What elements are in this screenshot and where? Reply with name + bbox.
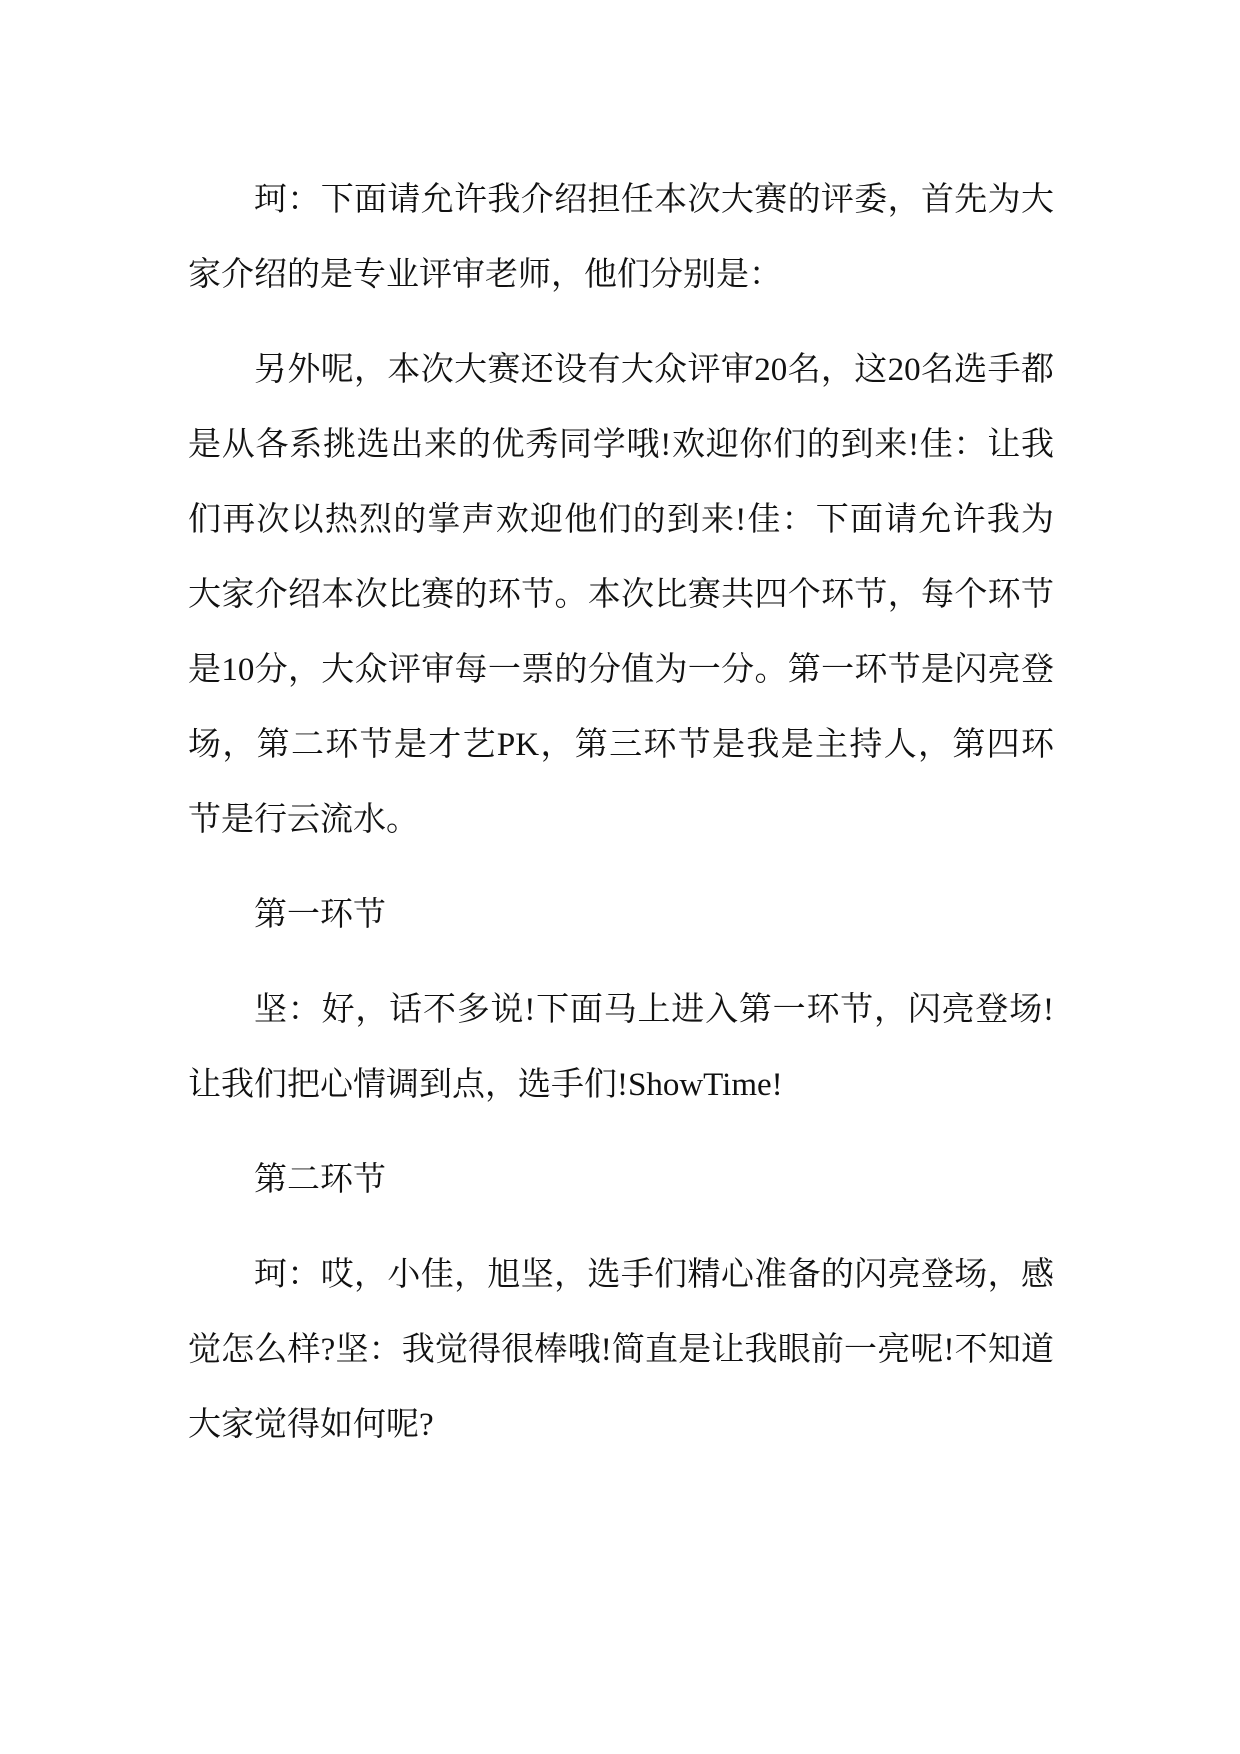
paragraph-round-two: 珂：哎，小佳，旭坚，选手们精心准备的闪亮登场，感觉怎么样?坚：我觉得很棒哦!简直是让我眼前一亮呢!不知道大家觉得如何呢?	[188, 1257, 1054, 1443]
document-body	[188, 163, 1054, 1483]
paragraph-round-one: 坚：好，话不多说!下面马上进入第一环节，闪亮登场!让我们把心情调到点，选手们!ShowTime!	[188, 992, 1054, 1103]
section-heading-round-one: 第一环节	[254, 897, 386, 933]
section-heading-round-two: 第二环节	[254, 1162, 386, 1198]
paragraph-rules-intro: 另外呢，本次大赛还设有大众评审20名，这20名选手都是从各系挑选出来的优秀同学哦!欢迎你们的到来!佳：让我们再次以热烈的掌声欢迎他们的到来!佳：下面请允许我为大家介绍本次比赛的环节。本次比赛共四个环节，每个环节是10分，大众评审每一票的分值为一分。第一环节是闪亮登场，第二环节是才艺PK，第三环节是我是主持人，第四环节是行云流水。	[188, 352, 1054, 838]
paragraph-judges-intro: 珂：下面请允许我介绍担任本次大赛的评委，首先为大家介绍的是专业评审老师，他们分别是：	[188, 182, 1054, 293]
